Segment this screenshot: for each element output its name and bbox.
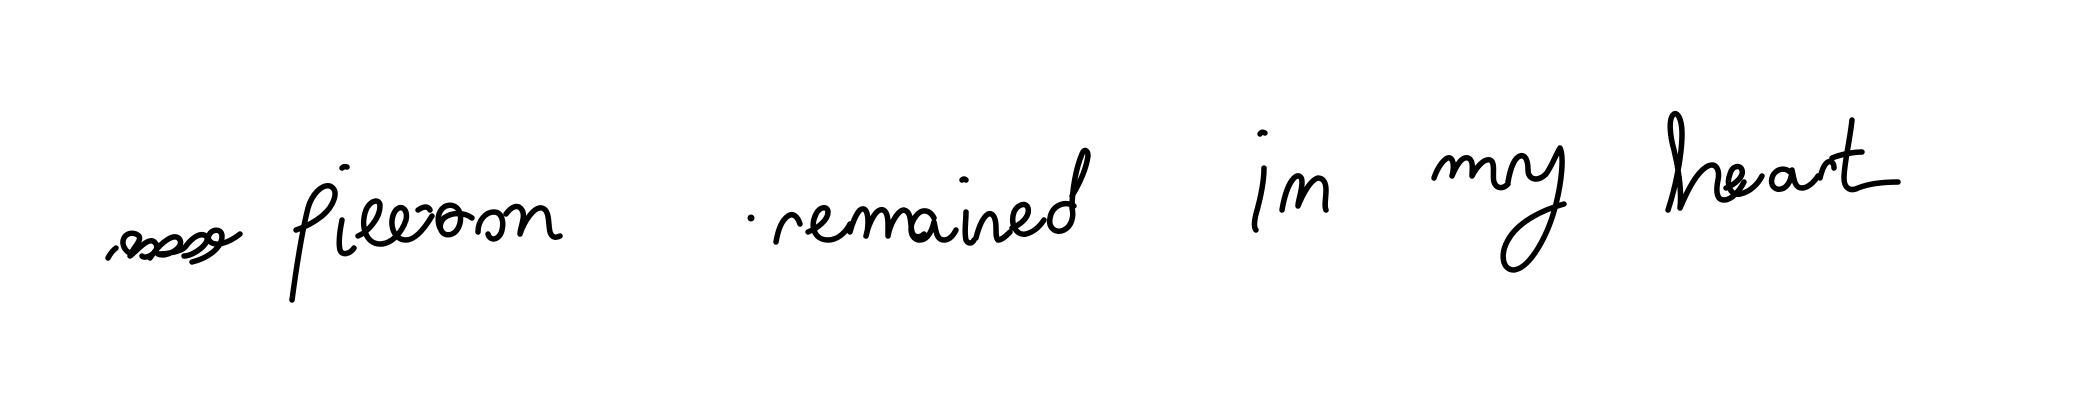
handwritten-word-in xyxy=(1255,132,1327,230)
handwritten-word-my xyxy=(1434,148,1564,270)
handwritten-word-suspicion xyxy=(108,167,560,300)
handwritten-word-heart xyxy=(1668,114,1898,210)
handwritten-word-remained xyxy=(776,150,1088,243)
ink-dot xyxy=(748,215,755,222)
